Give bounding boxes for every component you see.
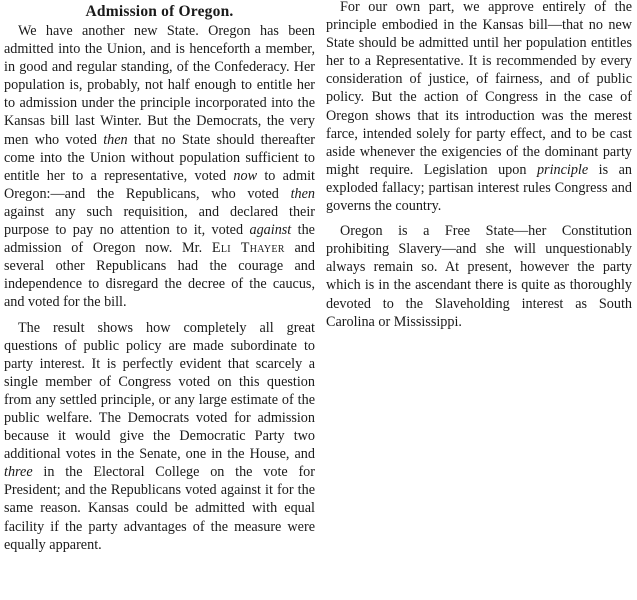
paragraph-1-text-d: against any such requisition, and declared their purpose to pay no attention to it, voted [4, 203, 315, 239]
person-name: Eli Thayer [211, 240, 285, 257]
emphasis-then-1: then [103, 131, 128, 148]
paragraph-1-text-c: to admit Oregon:—and the Republicans, who voted [4, 167, 315, 202]
emphasis-three: three [4, 464, 33, 481]
paragraph-3-text-b: is an exploded fallacy; partisan interest rules Congress and governs the country. [326, 161, 632, 215]
paragraph-1-text-a: We have another new State. Oregon has been admitted into the Union, and is henceforth a member, in good and regular standing, of the Confederacy. Her population is, probably, not half enough to entitle her to admission under the principle incorporated into the Kansas bill last Winter. But the Democrats, the very men who voted [4, 23, 315, 148]
paragraph-4-text: Oregon is a Free State—her Constitution prohibiting Slavery—and she will unquestionably always remain so. At present, however the party which is in the ascendant there is quite as thoroughly devoted to the Slaveholding interest as South Carolina or Mississippi. [326, 223, 632, 330]
paragraph-1-text-b: that no State should thereafter come into the Union without population sufficient to entitle her to a representative, voted [4, 131, 315, 184]
emphasis-now: now [233, 167, 258, 184]
paragraph-1-text-e: the admission of Oregon now. Mr. [4, 222, 315, 257]
paragraph-4 [326, 222, 632, 331]
paragraph-1-text-f: and several other Republicans had the courage and independence to disregard the decree of the caucus, and voted for the bill. [4, 240, 315, 311]
emphasis-against: against [249, 222, 292, 239]
paragraph-2-text-a: The result shows how completely all great questions of public policy are made subordinate to party interest. It is perfectly evident that scarcely a single member of Congress voted on this question from any settled principle, or any large estimate of the public welfare. The Democrats voted for admission because it would give the Democratic Party two additional votes in the Senate, one in the House, and [4, 319, 315, 463]
paragraph-3 [326, 0, 632, 215]
right-column [326, 0, 632, 331]
paragraph-3-text-a: For our own part, we approve entirely of the principle embodied in the Kansas bill—that no new State should be admitted until her population entitles her to a Representative. It is recommended by every consideration of justice, of fairness, and of public policy. But the action of Congress in the case of Oregon shows that its introduction was the merest farce, intended solely for party effect, and to be cast aside whenever the exigencies of the dominant party might require. Legislation upon [326, 0, 632, 178]
paragraph-2-text-b: in the Electoral College on the vote for President; and the Republicans voted against it for the same reason. Kansas could be admitted with equal facility if the party advantages of the measure were equally apparent. [4, 464, 315, 553]
left-column [4, 0, 315, 554]
paragraph-1 [4, 22, 315, 312]
article-title: Admission of Oregon. [85, 3, 234, 20]
emphasis-then-2: then [290, 185, 315, 202]
emphasis-principle: principle [536, 161, 589, 178]
paragraph-2 [4, 319, 315, 554]
